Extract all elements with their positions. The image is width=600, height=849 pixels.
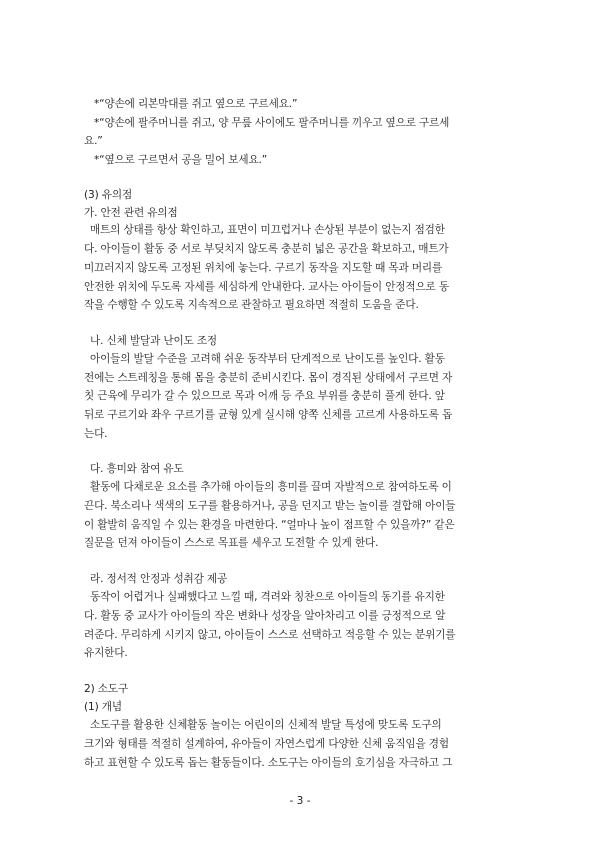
paragraph-line: 크기와 형태를 적절히 설계하여, 유아들이 자연스럽게 다양한 신체 움직임을 경험 [84, 738, 449, 750]
paragraph-line: 칫 근육에 무리가 갈 수 있으므로 목과 어깨 등 주요 부위를 충분히 풀게 한다. 앞 [84, 390, 445, 402]
paragraph-line: 안전한 위치에 두도록 자세를 세심하게 안내한다. 교사는 아이들이 안정적으로 동 [84, 281, 449, 293]
paragraph-line: 하고 표현할 수 있도록 돕는 활동들이다. 소도구는 아이들의 호기심을 자극하고 그 [84, 757, 453, 769]
section-heading: (3) 유의점 [84, 189, 133, 201]
paragraph-line: 다. 아이들이 활동 중 서로 부딪치지 않도록 충분히 넓은 공간을 확보하고, 매트가 [84, 243, 449, 255]
bullet-example: *“옆으로 구르면서 공을 밀어 보세요.” [94, 154, 268, 166]
paragraph-line: 끈다. 북소리나 색색의 도구를 활용하거나, 공을 던지고 받는 놀이를 결합해 아이들 [84, 500, 456, 512]
paragraph-line: 작을 수행할 수 있도록 지속적으로 관찰하고 필요하면 적절히 도움을 준다. [84, 299, 419, 311]
paragraph-line: 다. 활동 중 교사가 아이들의 작은 변화나 성장을 알아차리고 이를 긍정적으로 알 [84, 610, 446, 622]
bullet-example: *“양손에 팔주머니를 쥐고, 양 무릎 사이에도 팔주머니를 끼우고 옆으로 구르세 [94, 117, 450, 129]
paragraph-line: 질문을 던져 아이들이 스스로 목표를 세우고 도전할 수 있게 한다. [84, 537, 379, 549]
paragraph-line: 아이들의 발달 수준을 고려해 쉬운 동작부터 단계적으로 난이도를 높인다. 활동 [90, 353, 445, 365]
subsection-heading: (1) 개념 [84, 701, 122, 713]
paragraph-line: 동작이 어렵거나 실패했다고 느낄 때, 격려와 칭찬으로 아이들의 동기를 유지한 [90, 591, 445, 603]
paragraph-line: 뒤로 구르기와 좌우 구르기를 균형 있게 실시해 양쪽 신체를 고르게 사용하도록 돕 [84, 409, 453, 421]
paragraph-line: 이 활발히 움직일 수 있는 환경을 마련한다. “얼마나 높이 점프할 수 있을까?” 같은 [84, 519, 455, 531]
paragraph-line: 매트의 상태를 항상 확인하고, 표면이 미끄럽거나 손상된 부분이 없는지 점검한 [90, 224, 445, 236]
paragraph-line: 소도구를 활용한 신체활동 놀이는 어린이의 신체적 발달 특성에 맞도록 도구의 [90, 719, 442, 731]
bullet-example: *“양손에 리본막대를 쥐고 옆으로 구르세요.” [94, 98, 298, 110]
subsection-heading: 라. 정서적 안정과 성취감 제공 [90, 573, 228, 585]
paragraph-line: 미끄러지지 않도록 고정된 위치에 놓는다. 구르기 동작을 지도할 때 목과 머리를 [84, 262, 443, 274]
paragraph-line: 는다. [84, 428, 108, 440]
section-heading: 2) 소도구 [84, 683, 129, 695]
page-number: - 3 - [289, 795, 311, 807]
paragraph-line: 전에는 스트레칭을 통해 몸을 충분히 준비시킨다. 몸이 경직된 상태에서 구르면 자 [84, 372, 453, 384]
subsection-heading: 가. 안전 관련 유의점 [84, 207, 178, 219]
paragraph-line: 려준다. 무리하게 시키지 않고, 아이들이 스스로 선택하고 적응할 수 있는 분위기를 [84, 629, 456, 641]
subsection-heading: 나. 신체 발달과 난이도 조정 [90, 335, 218, 347]
paragraph-line: 유지한다. [84, 647, 128, 659]
paragraph-line: 활동에 다채로운 요소를 추가해 아이들의 흥미를 끌며 자발적으로 참여하도록 이 [90, 481, 452, 493]
subsection-heading: 다. 흥미와 참여 유도 [90, 463, 184, 475]
bullet-example-continuation: 요.” [84, 135, 103, 147]
